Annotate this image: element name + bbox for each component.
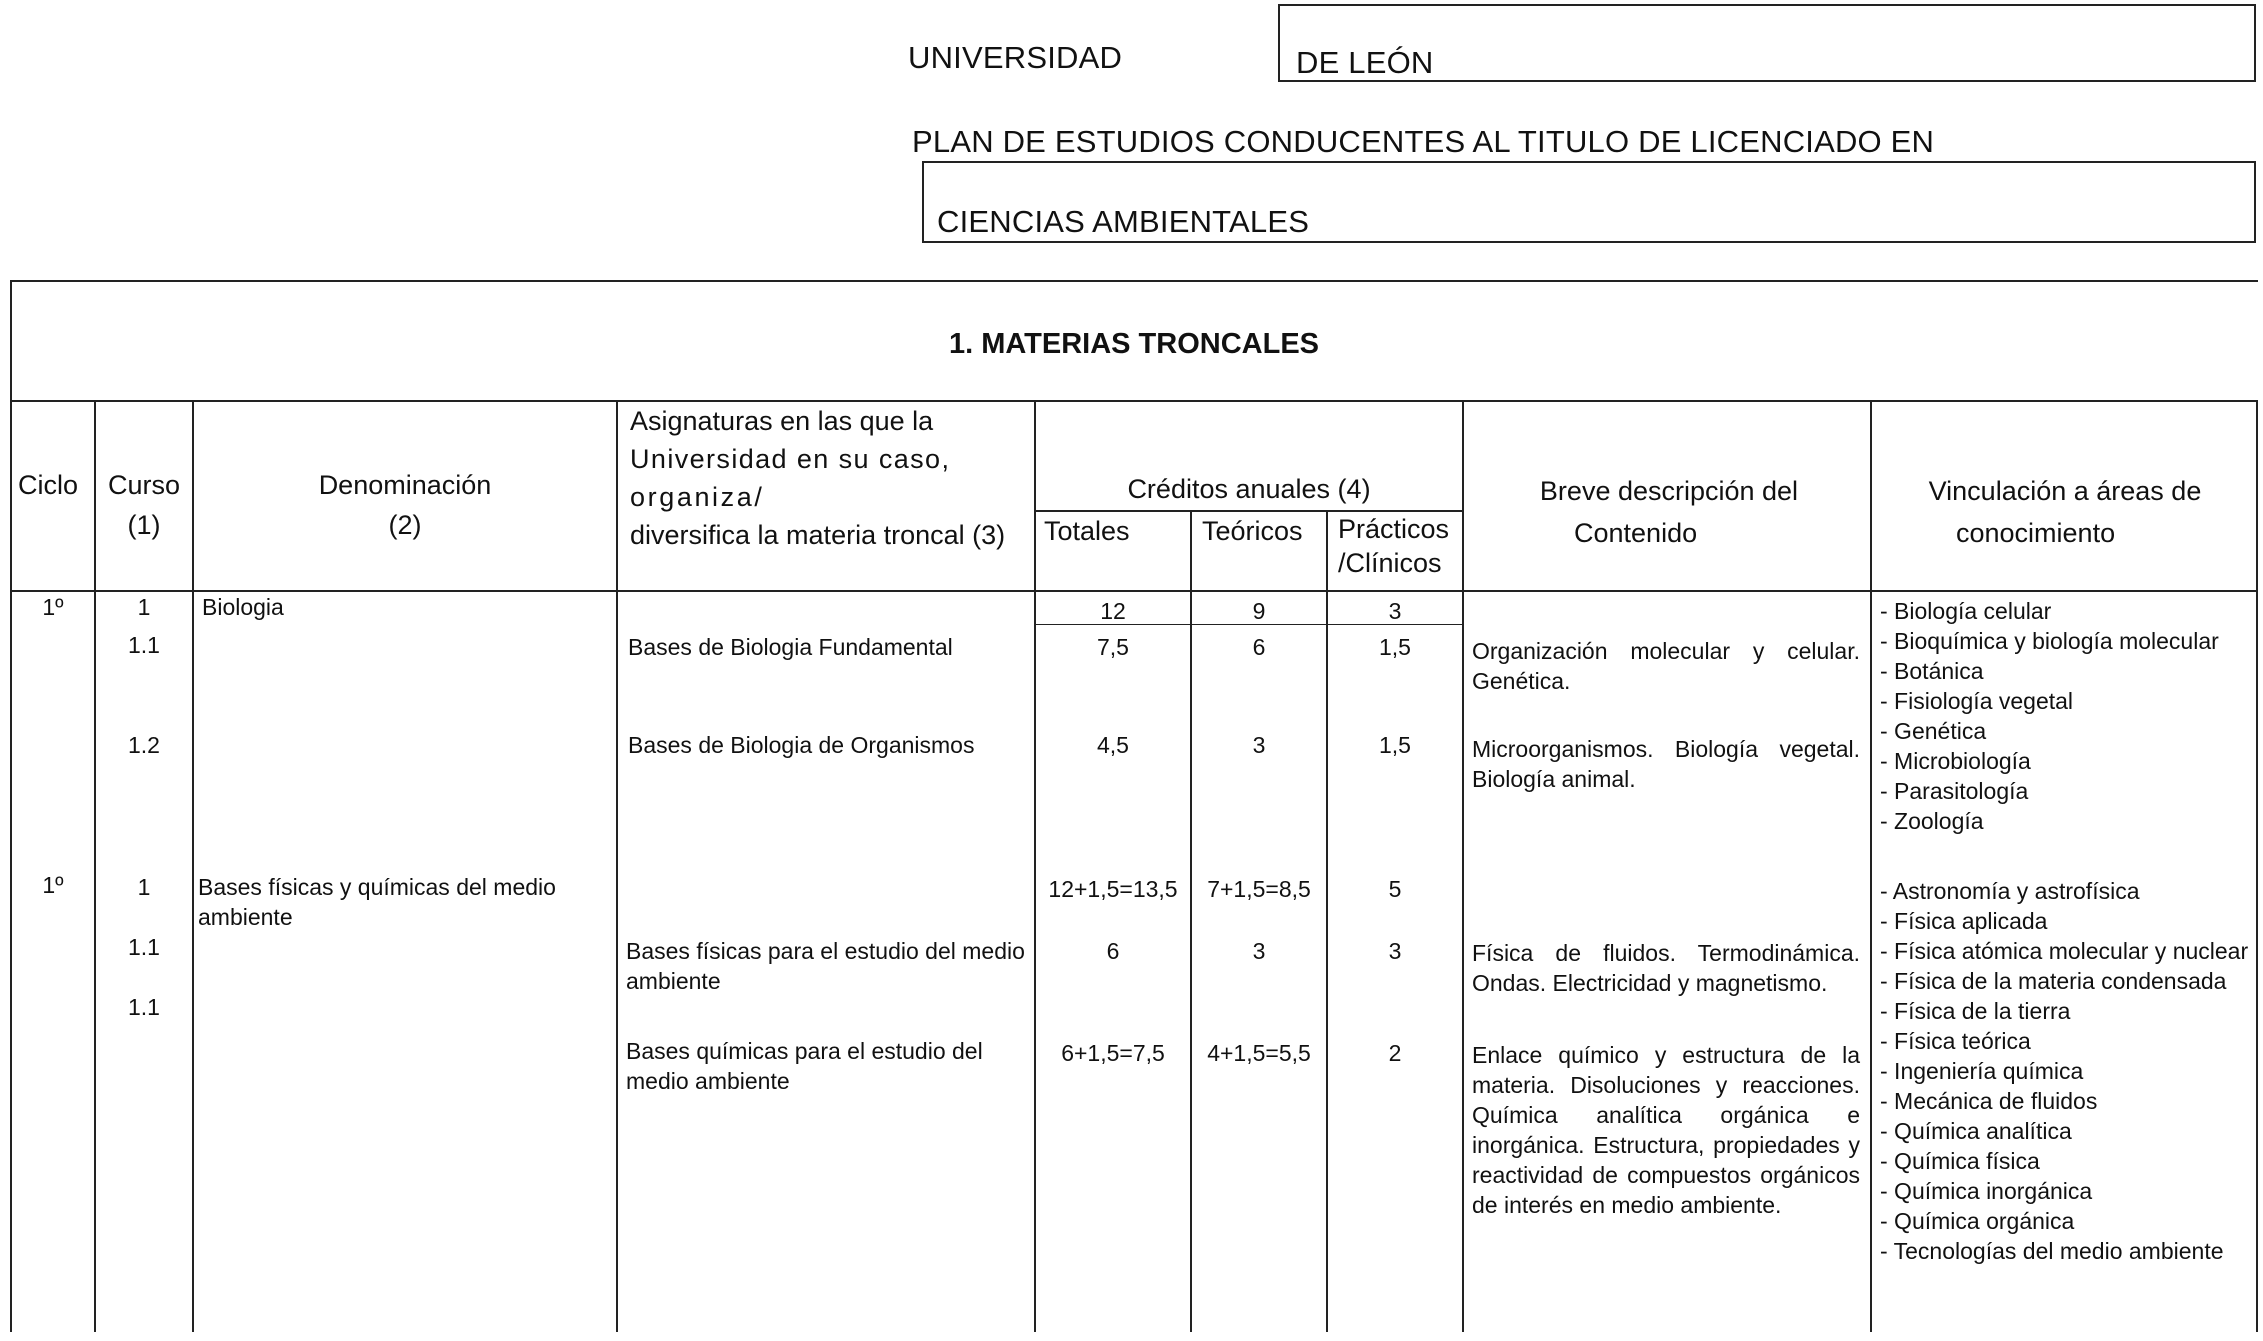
area-item: - Bioquímica y biología molecular (1880, 628, 2219, 654)
header-asignaturas-line: Universidad en su caso, (630, 444, 951, 474)
asignatura-totales: 6+1,5=7,5 (1061, 1040, 1165, 1066)
header-denominacion-note: (2) (388, 510, 422, 540)
materia-denominacion: Biologia (202, 594, 284, 620)
area-item: - Física de la tierra (1880, 998, 2071, 1024)
header-teoricos: Teóricos (1202, 516, 1303, 546)
header-vinculacion-line: conocimiento (1956, 518, 2116, 548)
materia-ciclo: 1º (42, 594, 64, 620)
area-item: - Biología celular (1880, 598, 2052, 624)
asignatura-descripcion: Física de fluidos. Termodinámica. Ondas. Electricidad y magnetismo. (1472, 940, 1860, 996)
header-top-line (10, 400, 2258, 402)
header-asignaturas-line: diversifica la materia troncal (3) (630, 520, 1006, 550)
asignatura-curso: 1.1 (128, 994, 160, 1020)
area-item: - Microbiología (1880, 748, 2031, 774)
asignatura-nombre: Bases químicas para el estudio del medio ambiente (626, 1038, 983, 1094)
areas-list (1880, 596, 2252, 836)
header-practicos-line: Prácticos (1338, 514, 1450, 544)
header-curso-note: (1) (127, 510, 161, 540)
header-asignaturas-line: Asignaturas en las que la (630, 406, 934, 436)
degree-name-field (922, 161, 2256, 243)
col-sep-3 (616, 400, 618, 1332)
asignatura-curso: 1.1 (128, 934, 160, 960)
materia-totales: 12+1,5=13,5 (1048, 876, 1178, 902)
area-item: - Tecnologías del medio ambiente (1880, 1238, 2224, 1264)
area-item: - Física de la materia condensada (1880, 968, 2227, 994)
materia-totales: 12 (1100, 598, 1126, 624)
asignatura-practicos: 1,5 (1379, 634, 1411, 660)
asignatura-teoricos: 6 (1252, 634, 1266, 660)
materia-curso: 1 (137, 594, 151, 620)
area-item: - Ingeniería química (1880, 1058, 2084, 1084)
area-item: - Química física (1880, 1148, 2040, 1174)
asignatura-teoricos: 3 (1252, 732, 1266, 758)
materia-teoricos: 7+1,5=8,5 (1207, 876, 1311, 902)
areas-list (1880, 876, 2252, 1266)
materia-ciclo: 1º (42, 872, 64, 898)
asignatura-teoricos: 4+1,5=5,5 (1207, 1040, 1311, 1066)
header-denominacion: Denominación (318, 470, 492, 500)
header-vinculacion-line: Vinculación a áreas de (1928, 476, 2202, 506)
header-asignaturas (630, 402, 1030, 554)
table-right-border (2256, 400, 2258, 1332)
col-sep-7 (1462, 400, 1464, 1332)
asignatura-totales: 7,5 (1097, 634, 1129, 660)
table-top-border (10, 280, 2258, 282)
asignatura-practicos: 3 (1388, 938, 1402, 964)
header-practicos (1338, 512, 1449, 580)
area-item: - Física teórica (1880, 1028, 2031, 1054)
col-sep-8 (1870, 400, 1872, 1332)
asignatura-descripcion: Organización molecular y celular. Genética. (1472, 638, 1860, 694)
area-item: - Química analítica (1880, 1118, 2072, 1144)
asignatura-descripcion: Enlace químico y estructura de la materia. Disoluciones y reacciones. Química analítica orgánica e inorgánica. Estructura, propiedades y reactividad de compuestos orgánicos de interés en medio ambiente. (1472, 1042, 1860, 1218)
area-item: - Mecánica de fluidos (1880, 1088, 2098, 1114)
plan-title: PLAN DE ESTUDIOS CONDUCENTES AL TITULO DE LICENCIADO EN (912, 124, 1935, 159)
table-left-border (10, 280, 12, 1332)
materia-total-underline (1036, 624, 1462, 625)
asignatura-totales: 4,5 (1097, 732, 1129, 758)
header-practicos-line: /Clínicos (1338, 548, 1442, 578)
area-item: - Física aplicada (1880, 908, 2048, 934)
asignatura-curso: 1.1 (128, 632, 160, 658)
degree-name: CIENCIAS AMBIENTALES (937, 204, 1310, 239)
header-vinculacion (1876, 472, 2254, 552)
university-label: UNIVERSIDAD (908, 40, 1123, 75)
area-item: - Parasitología (1880, 778, 2029, 804)
asignatura-nombre: Bases físicas para el estudio del medio ambiente (626, 938, 1025, 994)
col-sep-4 (1034, 400, 1036, 1332)
asignatura-practicos: 1,5 (1379, 732, 1411, 758)
asignatura-totales: 6 (1106, 938, 1120, 964)
section-title: 1. MATERIAS TRONCALES (948, 328, 1320, 360)
header-descripcion (1474, 472, 1864, 552)
area-item: - Genética (1880, 718, 1987, 744)
asignatura-nombre: Bases de Biologia de Organismos (628, 732, 975, 758)
area-item: - Física atómica molecular y nuclear (1880, 938, 2249, 964)
asignatura-practicos: 2 (1388, 1040, 1402, 1066)
university-name-field (1278, 4, 2256, 82)
asignatura-descripcion: Microorganismos. Biología vegetal. Biología animal. (1472, 736, 1860, 792)
header-creditos: Créditos anuales (4) (1127, 474, 1371, 504)
area-item: - Química inorgánica (1880, 1178, 2093, 1204)
area-item: - Química orgánica (1880, 1208, 2075, 1234)
header-ciclo: Ciclo (18, 470, 79, 500)
header-descripcion-line: Breve descripción del (1539, 476, 1799, 506)
university-name: DE LEÓN (1296, 45, 1434, 80)
header-descripcion-line: Contenido (1574, 518, 1698, 548)
header-asignaturas-line: organiza/ (630, 482, 765, 512)
area-item: - Botánica (1880, 658, 1984, 684)
area-item: - Astronomía y astrofísica (1880, 878, 2140, 904)
area-item: - Zoología (1880, 808, 1984, 834)
asignatura-curso: 1.2 (128, 732, 160, 758)
materia-denominacion: Bases físicas y químicas del medio ambiente (198, 874, 556, 930)
header-totales: Totales (1044, 516, 1130, 546)
materia-teoricos: 9 (1252, 598, 1266, 624)
header-curso: Curso (107, 470, 181, 500)
materia-practicos: 3 (1388, 598, 1402, 624)
asignatura-teoricos: 3 (1252, 938, 1266, 964)
area-item: - Fisiología vegetal (1880, 688, 2074, 714)
asignatura-nombre: Bases de Biologia Fundamental (628, 634, 953, 660)
materia-curso: 1 (137, 874, 151, 900)
materia-practicos: 5 (1388, 876, 1402, 902)
